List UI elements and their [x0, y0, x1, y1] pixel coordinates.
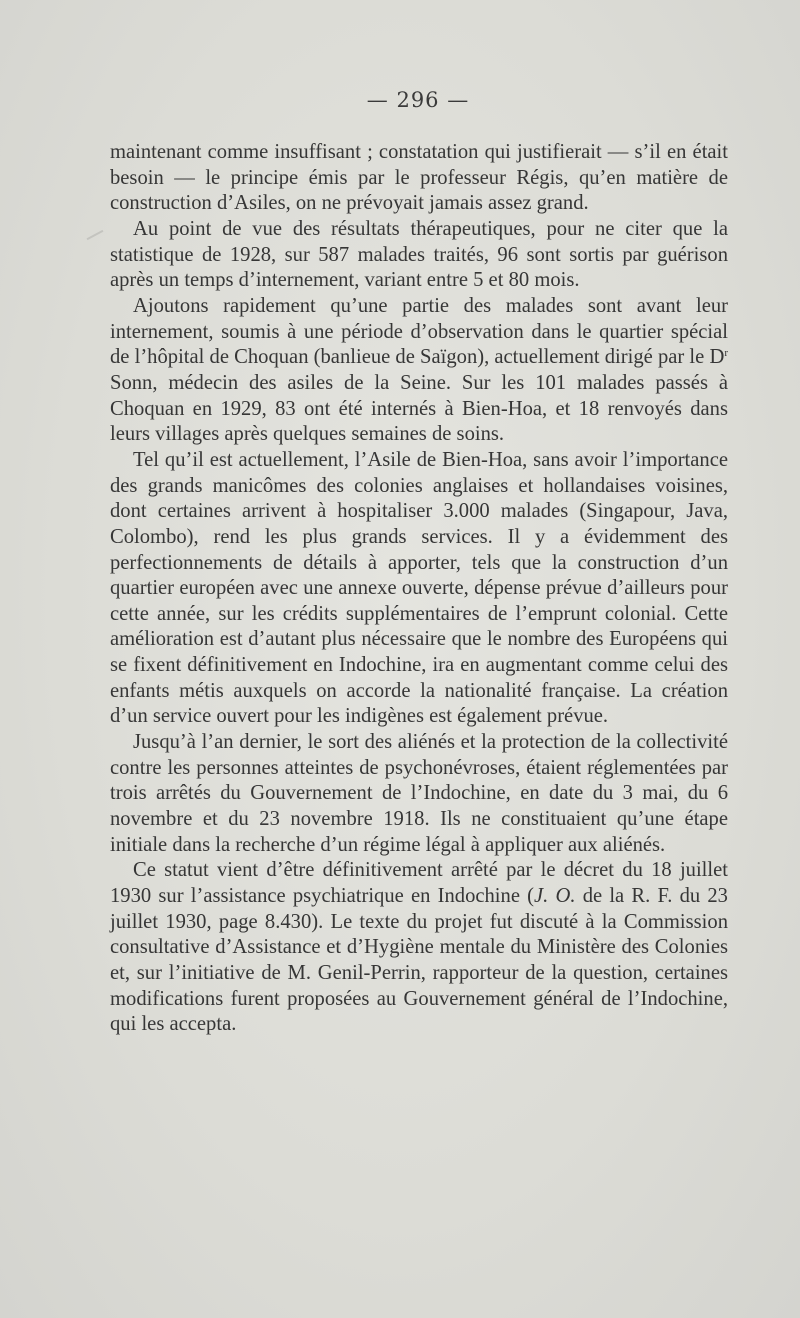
- paragraph-3: [110, 294, 728, 448]
- paragraph-text: Ajoutons rapidement qu’une partie des malades sont avant leur internement, soumis à une période d’observation dans le quartier spécial de l’hôpital de Choquan (banlieue de Saïgon), actuellement dirigé par le D: [110, 294, 728, 369]
- paragraph-text: maintenant comme insuffisant ; constatation qui justifierait — s’il en était besoin — le principe émis par le professeur Régis, qu’en matière de construction d’Asiles, on ne prévoyait jamais assez grand.: [110, 141, 728, 215]
- paragraph-text: Au point de vue des résultats thérapeutiques, pour ne citer que la statistique de 1928, sur 587 malades traités, 96 sont sortis par guérison après un temps d’internement, variant entre 5 et 80 mois.: [110, 217, 728, 292]
- paragraph-text: Jusqu’à l’an dernier, le sort des aliénés et la protection de la collectivité contre les personnes atteintes de psychonévroses, étaient réglementées par trois arrêtés du Gouvernement de l’Indochine, en date du 3 mai, du 6 novembre et du 23 novembre 1918. Ils ne constituaient qu’une étape initiale dans la recherche d’un régime légal à appliquer aux aliénés.: [110, 731, 728, 856]
- stray-ink-mark: [87, 230, 104, 240]
- body-text: [110, 140, 728, 1038]
- superscript-text: r: [724, 347, 728, 360]
- paragraph-text: Sonn, médecin des asiles de la Seine. Sur les 101 malades passés à Choquan en 1929, 83 ont été internés à Bien-Hoa, et 18 renvoyés dans leurs villages après quelques semaines de soins.: [110, 371, 728, 446]
- paragraph-1: [110, 140, 728, 217]
- paragraph-text: Tel qu’il est actuellement, l’Asile de Bien-Hoa, sans avoir l’importance des grands manicômes des colonies anglaises et hollandaises voisines, dont certaines arrivent à hospitaliser 3.000 malades (Singapour, Java, Colombo), rend les plus grands services. Il y a évidemment des perfectionnements de détails à apporter, tels que la construction d’un quartier européen avec une annexe ouverte, dépense prévue d’ailleurs pour cette année, sur les crédits supplémentaires de l’emprunt colonial. Cette amélioration est d’autant plus nécessaire que le nombre des Européens qui se fixent définitivement en Indochine, ira en augmentant comme celui des enfants métis auxquels on accorde la nationalité française. La création d’un service ouvert pour les indigènes est également prévue.: [110, 448, 728, 728]
- paragraph-2: [110, 217, 728, 294]
- italic-text: J. O.: [534, 885, 576, 908]
- paragraph-5: [110, 730, 728, 858]
- paragraph-4: [110, 448, 728, 730]
- paragraph-6: [110, 858, 728, 1038]
- paragraph-text: Ce statut vient d’être définitivement arrêté par le décret du 18 juillet 1930 sur l’assistance psychiatrique en Indochine (: [110, 859, 728, 908]
- paragraph-text: de la R. F. du 23 juillet 1930, page 8.430). Le texte du projet fut discuté à la Commission consultative d’Assistance et d’Hygiène mentale du Ministère des Colonies et, sur l’initiative de M. Genil-Perrin, rapporteur de la question, certaines modifications furent proposées au Gouvernement général de l’Indochine, qui les accepta.: [110, 885, 728, 1036]
- page-number: — 296 —: [366, 88, 470, 112]
